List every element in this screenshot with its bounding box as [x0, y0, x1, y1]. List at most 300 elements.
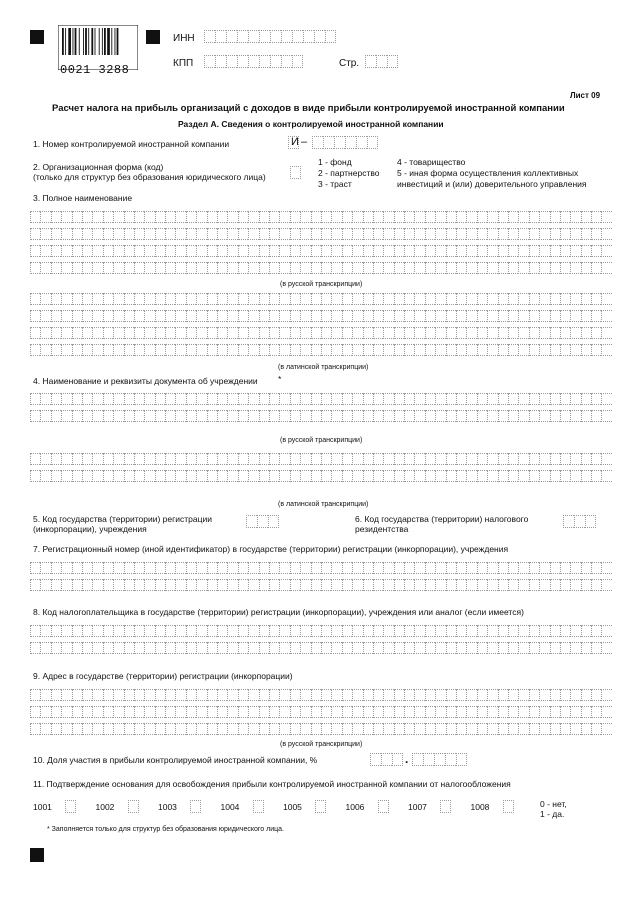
entry-cell[interactable]	[363, 562, 373, 574]
entry-cell[interactable]	[331, 562, 341, 574]
entry-cell[interactable]	[165, 625, 175, 637]
entry-cell[interactable]	[155, 393, 165, 405]
entry-cell[interactable]	[61, 706, 71, 718]
entry-cell[interactable]	[539, 344, 549, 356]
entry-cell[interactable]	[373, 245, 383, 257]
entry-cell[interactable]	[269, 245, 279, 257]
entry-cell[interactable]	[103, 327, 113, 339]
entry-cell[interactable]	[144, 723, 154, 735]
entry-cell[interactable]	[466, 562, 476, 574]
entry-cell[interactable]	[352, 689, 362, 701]
entry-cell[interactable]	[259, 689, 269, 701]
entry-cell[interactable]	[165, 245, 175, 257]
entry-cell[interactable]	[279, 293, 289, 305]
entry-cell[interactable]	[92, 689, 102, 701]
entry-cell[interactable]	[124, 245, 134, 257]
entry-cell[interactable]	[352, 470, 362, 482]
entry-cell[interactable]	[456, 706, 466, 718]
entry-cell[interactable]	[383, 344, 393, 356]
entry-cell[interactable]	[72, 393, 82, 405]
entry-cell[interactable]	[518, 262, 528, 274]
entry-cell[interactable]	[204, 55, 215, 68]
entry-cell[interactable]	[217, 310, 227, 322]
entry-cell[interactable]	[248, 625, 258, 637]
entry-cell[interactable]	[165, 327, 175, 339]
entry-cell[interactable]	[61, 723, 71, 735]
entry-cell[interactable]	[72, 706, 82, 718]
entry-cell[interactable]	[155, 470, 165, 482]
entry-cell[interactable]	[518, 562, 528, 574]
entry-cell[interactable]	[82, 245, 92, 257]
entry-cell[interactable]	[591, 310, 601, 322]
entry-cell[interactable]	[560, 211, 570, 223]
entry-cell[interactable]	[376, 55, 387, 68]
entry-cell[interactable]	[498, 410, 508, 422]
entry-cell[interactable]	[456, 753, 467, 766]
entry-cell[interactable]	[383, 393, 393, 405]
entry-cell[interactable]	[477, 262, 487, 274]
entry-cell[interactable]	[72, 579, 82, 591]
entry-cell[interactable]	[165, 293, 175, 305]
entry-cell[interactable]	[498, 453, 508, 465]
entry-cell[interactable]	[134, 211, 144, 223]
entry-cell[interactable]	[51, 625, 61, 637]
entry-cell[interactable]	[144, 293, 154, 305]
entry-cell[interactable]	[238, 245, 248, 257]
entry-cell[interactable]	[383, 327, 393, 339]
entry-cell[interactable]	[581, 344, 591, 356]
entry-cell[interactable]	[290, 211, 300, 223]
entry-cell[interactable]	[414, 262, 424, 274]
entry-cell[interactable]	[570, 625, 580, 637]
entry-cell[interactable]	[342, 723, 352, 735]
entry-cell[interactable]	[92, 245, 102, 257]
field-10-int-cells[interactable]	[370, 753, 403, 766]
entry-cell[interactable]	[425, 410, 435, 422]
entry-cell[interactable]	[445, 753, 456, 766]
entry-cell[interactable]	[581, 470, 591, 482]
entry-cell[interactable]	[601, 453, 611, 465]
field-3-rus-row-2[interactable]	[30, 228, 612, 240]
entry-cell[interactable]	[404, 245, 414, 257]
entry-cell[interactable]	[581, 245, 591, 257]
field-7-row-2[interactable]	[30, 579, 612, 591]
entry-cell[interactable]	[155, 262, 165, 274]
field-3-rus-row-4[interactable]	[30, 262, 612, 274]
entry-cell[interactable]	[155, 723, 165, 735]
entry-cell[interactable]	[40, 579, 50, 591]
entry-cell[interactable]	[477, 228, 487, 240]
entry-cell[interactable]	[300, 262, 310, 274]
entry-cell[interactable]	[92, 642, 102, 654]
entry-cell[interactable]	[279, 310, 289, 322]
entry-cell[interactable]	[539, 706, 549, 718]
entry-cell[interactable]	[435, 344, 445, 356]
entry-cell[interactable]	[591, 262, 601, 274]
entry-cell[interactable]	[529, 723, 539, 735]
kpp-cells[interactable]	[204, 55, 303, 68]
entry-cell[interactable]	[61, 228, 71, 240]
entry-cell[interactable]	[570, 642, 580, 654]
entry-cell[interactable]	[248, 262, 258, 274]
entry-cell[interactable]	[196, 689, 206, 701]
entry-cell[interactable]	[581, 410, 591, 422]
entry-cell[interactable]	[585, 515, 596, 528]
entry-cell[interactable]	[508, 393, 518, 405]
entry-cell[interactable]	[238, 293, 248, 305]
field-7-row-1[interactable]	[30, 562, 612, 574]
entry-cell[interactable]	[331, 723, 341, 735]
entry-cell[interactable]	[466, 262, 476, 274]
entry-cell[interactable]	[155, 706, 165, 718]
entry-cell[interactable]	[290, 642, 300, 654]
entry-cell[interactable]	[103, 293, 113, 305]
entry-cell[interactable]	[186, 245, 196, 257]
entry-cell[interactable]	[40, 453, 50, 465]
entry-cell[interactable]	[196, 723, 206, 735]
entry-cell[interactable]	[570, 211, 580, 223]
entry-cell[interactable]	[186, 642, 196, 654]
entry-cell[interactable]	[456, 642, 466, 654]
entry-cell[interactable]	[435, 228, 445, 240]
entry-cell[interactable]	[508, 453, 518, 465]
entry-cell[interactable]	[175, 562, 185, 574]
entry-cell[interactable]	[363, 723, 373, 735]
entry-cell[interactable]	[435, 470, 445, 482]
entry-cell[interactable]	[103, 310, 113, 322]
entry-cell[interactable]	[207, 579, 217, 591]
entry-cell[interactable]	[40, 228, 50, 240]
entry-cell[interactable]	[383, 470, 393, 482]
entry-cell[interactable]	[248, 30, 259, 43]
entry-cell[interactable]	[61, 344, 71, 356]
entry-cell[interactable]	[591, 723, 601, 735]
entry-cell[interactable]	[487, 245, 497, 257]
entry-cell[interactable]	[300, 327, 310, 339]
entry-cell[interactable]	[342, 310, 352, 322]
entry-cell[interactable]	[269, 706, 279, 718]
entry-cell[interactable]	[113, 211, 123, 223]
entry-cell[interactable]	[394, 211, 404, 223]
entry-cell[interactable]	[196, 470, 206, 482]
inn-cells[interactable]	[204, 30, 336, 43]
entry-cell[interactable]	[446, 245, 456, 257]
entry-cell[interactable]	[404, 625, 414, 637]
entry-cell[interactable]	[591, 689, 601, 701]
entry-cell[interactable]	[40, 562, 50, 574]
entry-cell[interactable]	[498, 327, 508, 339]
entry-cell[interactable]	[601, 706, 611, 718]
entry-cell[interactable]	[51, 470, 61, 482]
entry-cell[interactable]	[560, 723, 570, 735]
entry-cell[interactable]	[300, 625, 310, 637]
entry-cell[interactable]	[529, 579, 539, 591]
entry-cell[interactable]	[383, 579, 393, 591]
entry-cell[interactable]	[61, 245, 71, 257]
entry-cell[interactable]	[113, 344, 123, 356]
entry-cell[interactable]	[508, 689, 518, 701]
entry-cell[interactable]	[248, 211, 258, 223]
entry-cell[interactable]	[435, 211, 445, 223]
entry-cell[interactable]	[186, 310, 196, 322]
entry-cell[interactable]	[381, 753, 392, 766]
entry-cell[interactable]	[363, 245, 373, 257]
entry-cell[interactable]	[51, 228, 61, 240]
entry-cell[interactable]	[124, 327, 134, 339]
entry-cell[interactable]	[103, 410, 113, 422]
entry-cell[interactable]	[570, 344, 580, 356]
entry-cell[interactable]	[292, 55, 303, 68]
entry-cell[interactable]	[259, 30, 270, 43]
entry-cell[interactable]	[601, 310, 611, 322]
entry-cell[interactable]	[175, 262, 185, 274]
entry-cell[interactable]	[550, 579, 560, 591]
entry-cell[interactable]	[61, 579, 71, 591]
entry-cell[interactable]	[217, 453, 227, 465]
entry-cell[interactable]	[207, 211, 217, 223]
entry-cell[interactable]	[477, 562, 487, 574]
entry-cell[interactable]	[570, 262, 580, 274]
entry-cell[interactable]	[601, 327, 611, 339]
entry-cell[interactable]	[40, 245, 50, 257]
entry-cell[interactable]	[248, 245, 258, 257]
entry-cell[interactable]	[570, 723, 580, 735]
entry-cell[interactable]	[601, 211, 611, 223]
entry-cell[interactable]	[373, 642, 383, 654]
entry-cell[interactable]	[238, 310, 248, 322]
entry-cell[interactable]	[518, 410, 528, 422]
entry-cell[interactable]	[311, 579, 321, 591]
entry-cell[interactable]	[155, 228, 165, 240]
entry-cell[interactable]	[72, 245, 82, 257]
entry-cell[interactable]	[72, 293, 82, 305]
entry-cell[interactable]	[373, 293, 383, 305]
entry-cell[interactable]	[72, 470, 82, 482]
entry-cell[interactable]	[269, 625, 279, 637]
entry-cell[interactable]	[414, 327, 424, 339]
entry-cell[interactable]	[113, 410, 123, 422]
entry-cell[interactable]	[165, 562, 175, 574]
entry-cell[interactable]	[601, 262, 611, 274]
entry-cell[interactable]	[92, 579, 102, 591]
entry-cell[interactable]	[217, 642, 227, 654]
entry-cell[interactable]	[61, 689, 71, 701]
entry-cell[interactable]	[331, 310, 341, 322]
entry-cell[interactable]	[414, 723, 424, 735]
entry-cell[interactable]	[82, 579, 92, 591]
entry-cell[interactable]	[435, 245, 445, 257]
entry-cell[interactable]	[290, 228, 300, 240]
entry-cell[interactable]	[456, 453, 466, 465]
entry-cell[interactable]	[591, 625, 601, 637]
entry-cell[interactable]	[352, 393, 362, 405]
entry-cell[interactable]	[591, 642, 601, 654]
entry-cell[interactable]	[342, 689, 352, 701]
entry-cell[interactable]	[51, 262, 61, 274]
entry-cell[interactable]	[352, 642, 362, 654]
entry-cell[interactable]	[581, 293, 591, 305]
entry-cell[interactable]	[186, 625, 196, 637]
entry-cell[interactable]	[498, 579, 508, 591]
entry-cell[interactable]	[498, 245, 508, 257]
entry-cell[interactable]	[601, 245, 611, 257]
entry-cell[interactable]	[466, 642, 476, 654]
entry-cell[interactable]	[539, 453, 549, 465]
entry-cell[interactable]	[404, 453, 414, 465]
entry-cell[interactable]	[82, 689, 92, 701]
entry-cell[interactable]	[601, 470, 611, 482]
entry-cell[interactable]	[144, 562, 154, 574]
entry-cell[interactable]	[40, 310, 50, 322]
entry-cell[interactable]	[155, 293, 165, 305]
entry-cell[interactable]	[383, 262, 393, 274]
entry-cell[interactable]	[92, 625, 102, 637]
entry-cell[interactable]	[466, 393, 476, 405]
entry-cell[interactable]	[373, 211, 383, 223]
entry-cell[interactable]	[435, 327, 445, 339]
entry-cell[interactable]	[134, 228, 144, 240]
entry-cell[interactable]	[456, 245, 466, 257]
entry-cell[interactable]	[82, 723, 92, 735]
entry-cell[interactable]	[175, 310, 185, 322]
entry-cell[interactable]	[279, 689, 289, 701]
entry-cell[interactable]	[165, 228, 175, 240]
entry-cell[interactable]	[550, 562, 560, 574]
entry-cell[interactable]	[259, 55, 270, 68]
entry-cell[interactable]	[144, 706, 154, 718]
entry-cell[interactable]	[65, 800, 76, 813]
entry-cell[interactable]	[30, 393, 40, 405]
entry-cell[interactable]	[92, 262, 102, 274]
entry-cell[interactable]	[279, 327, 289, 339]
entry-cell[interactable]	[550, 310, 560, 322]
entry-cell[interactable]	[591, 293, 601, 305]
entry-cell[interactable]	[487, 211, 497, 223]
entry-cell[interactable]	[124, 723, 134, 735]
entry-cell[interactable]	[487, 453, 497, 465]
entry-cell[interactable]	[321, 625, 331, 637]
entry-cell[interactable]	[591, 344, 601, 356]
entry-cell[interactable]	[560, 344, 570, 356]
entry-cell[interactable]	[61, 625, 71, 637]
entry-cell[interactable]	[196, 293, 206, 305]
entry-cell[interactable]	[124, 211, 134, 223]
entry-cell[interactable]	[498, 211, 508, 223]
entry-cell[interactable]	[570, 689, 580, 701]
entry-cell[interactable]	[269, 470, 279, 482]
entry-cell[interactable]	[363, 410, 373, 422]
entry-cell[interactable]	[134, 579, 144, 591]
entry-cell[interactable]	[414, 642, 424, 654]
entry-cell[interactable]	[570, 579, 580, 591]
entry-cell[interactable]	[144, 327, 154, 339]
entry-cell[interactable]	[392, 753, 403, 766]
entry-cell[interactable]	[560, 410, 570, 422]
entry-cell[interactable]	[238, 228, 248, 240]
entry-cell[interactable]	[82, 344, 92, 356]
entry-cell[interactable]	[30, 453, 40, 465]
entry-cell[interactable]	[227, 625, 237, 637]
entry-cell[interactable]	[591, 562, 601, 574]
entry-cell[interactable]	[394, 642, 404, 654]
entry-cell[interactable]	[259, 453, 269, 465]
entry-cell[interactable]	[383, 689, 393, 701]
entry-cell[interactable]	[560, 689, 570, 701]
entry-cell[interactable]	[477, 310, 487, 322]
entry-cell[interactable]	[321, 470, 331, 482]
entry-cell[interactable]	[446, 453, 456, 465]
entry-cell[interactable]	[196, 642, 206, 654]
entry-cell[interactable]	[207, 562, 217, 574]
entry-cell[interactable]	[144, 689, 154, 701]
field-6-cells[interactable]	[563, 515, 596, 528]
entry-cell[interactable]	[518, 470, 528, 482]
entry-cell[interactable]	[269, 310, 279, 322]
entry-cell[interactable]	[435, 689, 445, 701]
entry-cell[interactable]	[570, 562, 580, 574]
entry-cell[interactable]	[363, 327, 373, 339]
entry-cell[interactable]	[196, 310, 206, 322]
entry-cell[interactable]	[113, 293, 123, 305]
entry-cell[interactable]	[248, 453, 258, 465]
entry-cell[interactable]	[414, 393, 424, 405]
entry-cell[interactable]	[591, 470, 601, 482]
entry-cell[interactable]	[383, 453, 393, 465]
entry-cell[interactable]	[498, 470, 508, 482]
field-4-lat-row-1[interactable]	[30, 453, 612, 465]
entry-cell[interactable]	[414, 579, 424, 591]
entry-cell[interactable]	[311, 706, 321, 718]
entry-cell[interactable]	[103, 262, 113, 274]
entry-cell[interactable]	[498, 262, 508, 274]
entry-cell[interactable]	[207, 262, 217, 274]
field-3-lat-row-2[interactable]	[30, 310, 612, 322]
entry-cell[interactable]	[30, 706, 40, 718]
entry-cell[interactable]	[144, 344, 154, 356]
entry-cell[interactable]	[404, 470, 414, 482]
entry-cell[interactable]	[186, 228, 196, 240]
entry-cell[interactable]	[196, 327, 206, 339]
entry-cell[interactable]	[144, 410, 154, 422]
entry-cell[interactable]	[466, 453, 476, 465]
entry-cell[interactable]	[51, 310, 61, 322]
entry-cell[interactable]	[425, 453, 435, 465]
entry-cell[interactable]	[281, 30, 292, 43]
entry-cell[interactable]	[581, 625, 591, 637]
entry-cell[interactable]	[30, 228, 40, 240]
entry-cell[interactable]	[279, 723, 289, 735]
entry-cell[interactable]	[30, 579, 40, 591]
entry-cell[interactable]	[550, 470, 560, 482]
entry-cell[interactable]	[165, 410, 175, 422]
entry-cell[interactable]	[425, 262, 435, 274]
entry-cell[interactable]	[363, 228, 373, 240]
entry-cell[interactable]	[259, 470, 269, 482]
entry-cell[interactable]	[227, 344, 237, 356]
entry-cell[interactable]	[270, 55, 281, 68]
entry-cell[interactable]	[425, 393, 435, 405]
entry-cell[interactable]	[581, 327, 591, 339]
entry-cell[interactable]	[165, 344, 175, 356]
entry-cell[interactable]	[144, 211, 154, 223]
entry-cell[interactable]	[300, 723, 310, 735]
entry-cell[interactable]	[311, 723, 321, 735]
entry-cell[interactable]	[331, 228, 341, 240]
entry-cell[interactable]	[446, 262, 456, 274]
entry-cell[interactable]	[367, 136, 378, 149]
entry-cell[interactable]	[155, 310, 165, 322]
entry-cell[interactable]	[196, 393, 206, 405]
